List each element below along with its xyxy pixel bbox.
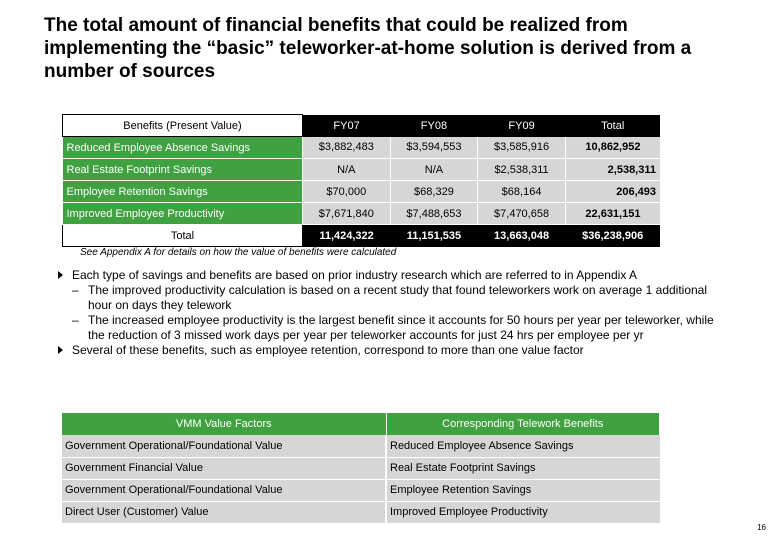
cell-fy08: $3,594,553: [390, 137, 478, 159]
cell-fy08: $68,329: [390, 181, 478, 203]
list-item: [56, 313, 726, 343]
total-fy08: 11,151,535: [390, 225, 478, 247]
total-label: Total: [63, 225, 303, 247]
header-fy08: FY08: [390, 115, 478, 137]
header-benefits: Benefits (Present Value): [63, 115, 303, 137]
dash-bullet: –: [72, 283, 79, 297]
cell-fy09: $68,164: [478, 181, 566, 203]
sub-bullet-text: The increased employee productivity is the largest benefit since it accounts for 50 hours per year per teleworker, while the reduction of 3 missed work days per year per teleworker accounts for just 24 hrs per employee per yr: [88, 313, 714, 342]
bullet-list: [56, 268, 726, 358]
total-fy09: 13,663,048: [478, 225, 566, 247]
cell-fy08: N/A: [390, 159, 478, 181]
triangle-bullet-icon: [58, 271, 63, 279]
table-row: [63, 159, 661, 181]
bullet-text: Each type of savings and benefits are based on prior industry research which are referred to in Appendix A: [72, 268, 637, 282]
total-fy07: 11,424,322: [303, 225, 391, 247]
triangle-bullet-icon: [58, 346, 63, 354]
vmm-header-row: [62, 413, 660, 435]
cell-fy07: N/A: [303, 159, 391, 181]
vmm-factor: Government Operational/Foundational Value: [62, 435, 386, 457]
bullet-text: Several of these benefits, such as employee retention, correspond to more than one value factor: [72, 343, 584, 357]
row-label: Reduced Employee Absence Savings: [63, 137, 303, 159]
row-label: Employee Retention Savings: [63, 181, 303, 203]
total-grand: $36,238,906: [565, 225, 660, 247]
row-label: Real Estate Footprint Savings: [63, 159, 303, 181]
cell-fy07: $7,671,840: [303, 203, 391, 225]
header-vmm-factors: VMM Value Factors: [62, 413, 386, 435]
table-row: [63, 203, 661, 225]
list-item: [56, 283, 726, 313]
cell-total: 10,862,952: [565, 137, 660, 159]
cell-fy07: $70,000: [303, 181, 391, 203]
cell-total: 206,493: [565, 181, 660, 203]
table-row: [63, 181, 661, 203]
sub-bullet-text: The improved productivity calculation is based on a recent study that found teleworkers work on average 1 additional hour on days they telework: [88, 283, 708, 312]
vmm-factor: Government Financial Value: [62, 457, 386, 479]
telework-benefit: Reduced Employee Absence Savings: [386, 435, 660, 457]
cell-fy09: $7,470,658: [478, 203, 566, 225]
cell-total: 2,538,311: [565, 159, 660, 181]
header-fy07: FY07: [303, 115, 391, 137]
header-telework-benefits: Corresponding Telework Benefits: [386, 413, 660, 435]
telework-benefit: Real Estate Footprint Savings: [386, 457, 660, 479]
cell-fy09: $2,538,311: [478, 159, 566, 181]
vmm-factor: Direct User (Customer) Value: [62, 501, 386, 523]
telework-benefit: Employee Retention Savings: [386, 479, 660, 501]
cell-fy07: $3,882,483: [303, 137, 391, 159]
dash-bullet: –: [72, 313, 79, 327]
header-fy09: FY09: [478, 115, 566, 137]
list-item: [56, 343, 726, 358]
telework-benefit: Improved Employee Productivity: [386, 501, 660, 523]
benefits-table: [62, 114, 660, 247]
row-label: Improved Employee Productivity: [63, 203, 303, 225]
vmm-factor: Government Operational/Foundational Value: [62, 479, 386, 501]
table-row: [62, 435, 660, 457]
table-row: [63, 137, 661, 159]
list-item: [56, 268, 726, 283]
table-row: [62, 479, 660, 501]
table-row: [62, 501, 660, 523]
table-row: [62, 457, 660, 479]
cell-fy09: $3,585,916: [478, 137, 566, 159]
benefits-header-row: [63, 115, 661, 137]
page-title: The total amount of financial benefits that could be realized from implementing the “basic” teleworker-at-home solution is derived from a number of sources: [44, 15, 692, 82]
header-total: Total: [565, 115, 660, 137]
appendix-note: See Appendix A for details on how the value of benefits were calculated: [80, 247, 397, 258]
cell-total: 22,631,151: [565, 203, 660, 225]
page-number: 16: [757, 523, 766, 532]
vmm-table: [62, 413, 660, 524]
total-row: [63, 225, 661, 247]
cell-fy08: $7,488,653: [390, 203, 478, 225]
